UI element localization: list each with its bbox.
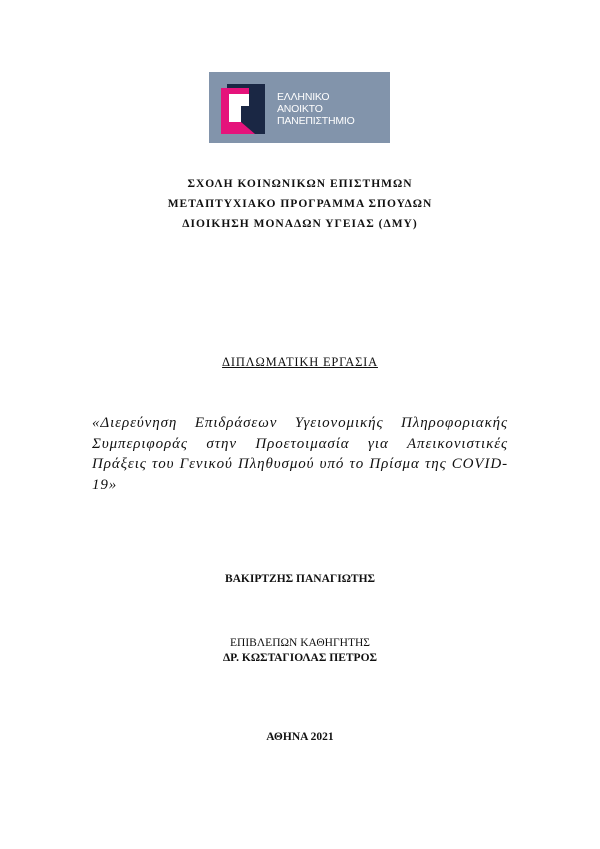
supervisor-label: ΕΠΙΒΛΕΠΩΝ ΚΑΘΗΓΗΤΗΣ <box>230 637 370 649</box>
logo-text <box>277 91 355 127</box>
logo-line: ΕΛΛΗΝΙΚΟ <box>277 91 330 103</box>
program-name: ΜΕΤΑΠΤΥΧΙΑΚΟ ΠΡΟΓΡΑΜΜΑ ΣΠΟΥΔΩΝ <box>167 198 433 210</box>
document-type-text: ΔΙΠΛΩΜΑΤΙΚΗ ΕΡΓΑΣΙΑ <box>222 355 378 369</box>
school-name: ΣΧΟΛΗ ΚΟΙΝΩΝΙΚΩΝ ΕΠΙΣΤΗΜΩΝ <box>187 178 413 190</box>
author-name: ΒΑΚΙΡΤΖΗΣ ΠΑΝΑΓΙΩΤΗΣ <box>224 573 376 585</box>
hou-emblem-icon <box>219 80 271 134</box>
logo-line: ΑΝΟΙΚΤΟ <box>277 103 323 115</box>
logo-line: ΠΑΝΕΠΙΣΤΗΜΙΟ <box>277 115 355 127</box>
specialization-name: ΔΙΟΙΚΗΣΗ ΜΟΝΑΔΩΝ ΥΓΕΙΑΣ (ΔΜΥ) <box>182 218 418 230</box>
thesis-title: «Διερεύνηση Επιδράσεων Υγειονομικής Πληροφοριακής Συμπεριφοράς στην Προετοιμασία για Απεικονιστικές Πράξεις του Γενικού Πληθυσμού υπό το Πρίσμα της COVID-19» <box>92 415 508 493</box>
university-logo <box>209 72 390 143</box>
document-type <box>0 355 600 370</box>
place-year: ΑΘΗΝΑ 2021 <box>266 731 334 743</box>
supervisor-name: ΔΡ. ΚΩΣΤΑΓΙΟΛΑΣ ΠΕΤΡΟΣ <box>222 652 378 664</box>
